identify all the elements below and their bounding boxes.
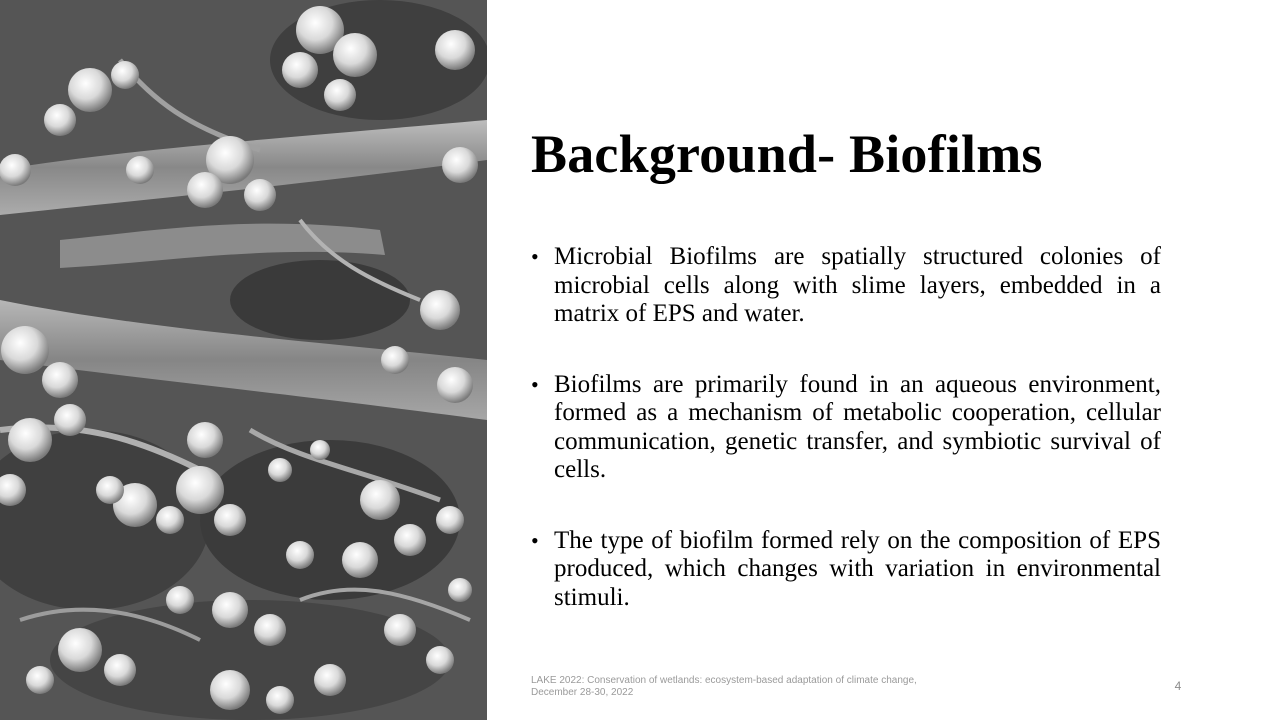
bullet-dot-icon: • <box>531 527 539 553</box>
slide-footer: LAKE 2022: Conservation of wetlands: ecosystem-based adaptation of climate change, December 28-30, 2022 <box>531 675 917 698</box>
bullet-dot-icon: • <box>531 244 539 269</box>
biofilm-micrograph-image <box>0 0 487 720</box>
bullet-dot-icon: • <box>531 371 539 397</box>
bullet-item <box>531 243 1161 329</box>
slide-title: Background- Biofilms <box>531 124 1043 184</box>
bullet-text: The type of biofilm formed rely on the composition of EPS produced, which changes with variation in environmental stimuli. <box>554 526 1161 611</box>
bullet-list <box>531 243 1161 612</box>
bullet-text: Biofilms are primarily found in an aqueous environment, formed as a mechanism of metabolic cooperation, cellular communication, genetic transfer, and symbiotic survival of cells. <box>554 370 1161 483</box>
page-number: 4 <box>1174 679 1182 693</box>
micrograph-graphic <box>0 0 487 720</box>
bullet-item <box>531 371 1161 485</box>
bullet-text: Microbial Biofilms are spatially structured colonies of microbial cells along with slime layers, embedded in a matrix of EPS and water. <box>554 243 1161 327</box>
bullet-item <box>531 527 1161 613</box>
